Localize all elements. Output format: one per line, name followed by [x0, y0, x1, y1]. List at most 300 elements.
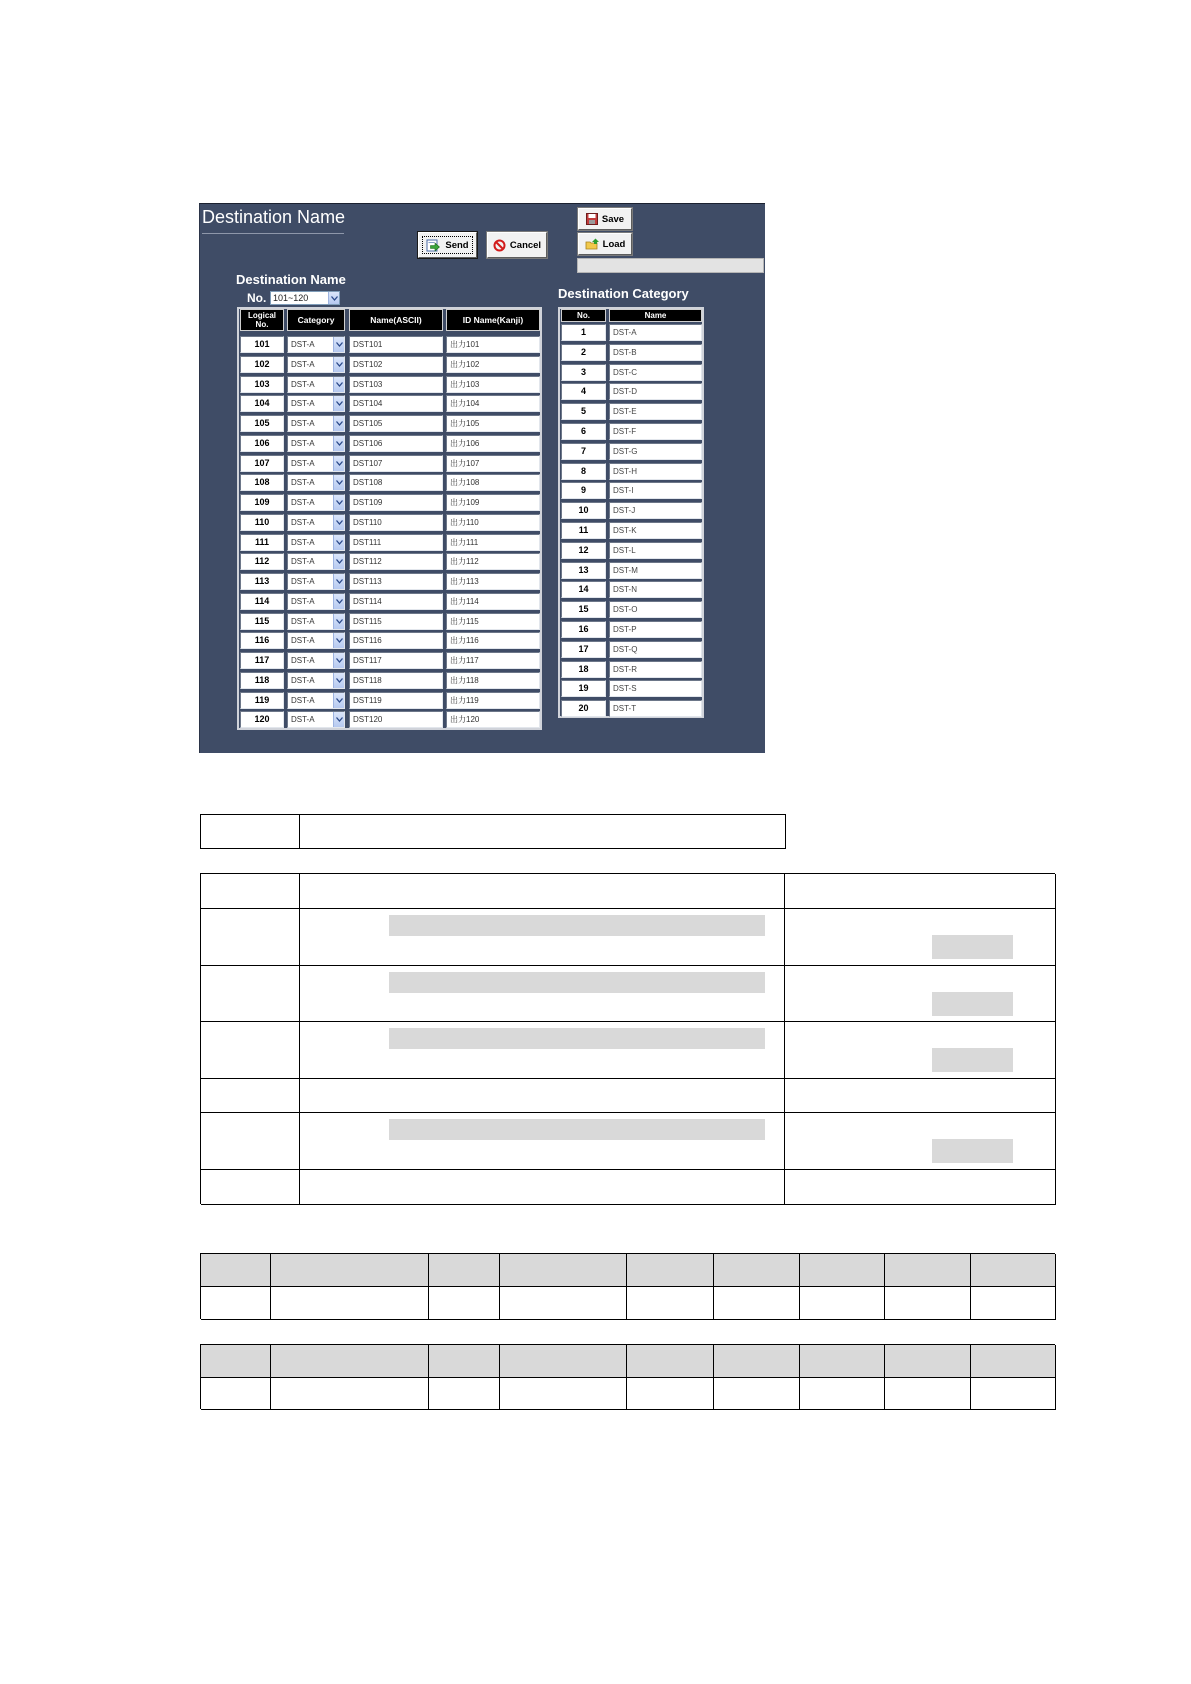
table-header-cell	[714, 1345, 800, 1378]
category-select[interactable]	[287, 652, 345, 669]
table-cell	[201, 874, 300, 909]
destination-row	[239, 534, 540, 551]
reference-table	[200, 814, 786, 849]
range-value: 101~120	[273, 293, 309, 303]
logical-no-cell: 102	[240, 356, 284, 373]
category-row	[560, 542, 702, 559]
table-header-cell	[885, 1345, 971, 1378]
table-cell	[300, 1022, 785, 1079]
category-row	[560, 641, 702, 658]
destination-row	[239, 395, 540, 412]
category-no-cell: 3	[561, 364, 606, 381]
chevron-down-icon[interactable]	[333, 495, 344, 510]
table-header-cell	[201, 1345, 271, 1378]
name-ascii-input[interactable]: DST119	[349, 692, 443, 709]
destination-row	[239, 613, 540, 630]
category-value: DST-A	[291, 537, 315, 547]
id-name-input[interactable]: 出力107	[446, 455, 540, 472]
table-cell	[500, 1287, 627, 1320]
name-ascii-input[interactable]: DST118	[349, 672, 443, 689]
destination-row	[239, 652, 540, 669]
category-name-input[interactable]: DST-N	[609, 581, 702, 598]
save-button[interactable]	[578, 208, 632, 230]
category-value: DST-A	[291, 616, 315, 626]
category-name-input[interactable]: DST-M	[609, 562, 702, 579]
destination-row	[239, 336, 540, 353]
category-name-input[interactable]: DST-G	[609, 443, 702, 460]
name-ascii-input[interactable]: DST108	[349, 474, 443, 491]
category-value: DST-A	[291, 656, 315, 665]
category-row	[560, 463, 702, 480]
send-button[interactable]	[418, 232, 477, 258]
category-value: DST-A	[291, 458, 315, 468]
category-value: DST-A	[291, 399, 315, 409]
table-cell	[201, 1079, 300, 1113]
logical-no-cell: 104	[240, 395, 284, 412]
category-name-input[interactable]: DST-I	[609, 482, 702, 499]
category-select[interactable]	[287, 613, 345, 630]
category-select[interactable]	[287, 593, 345, 610]
header-logical-no	[240, 309, 284, 331]
spec-table-1	[200, 1253, 1055, 1319]
save-disk-icon	[586, 213, 598, 225]
chevron-down-icon[interactable]	[333, 337, 344, 352]
id-name-input[interactable]: 出力101	[446, 336, 540, 353]
name-ascii-input[interactable]: DST114	[349, 593, 443, 610]
table-cell	[885, 1378, 971, 1410]
range-label: No.	[247, 291, 267, 305]
redacted-box	[932, 1048, 1013, 1072]
name-ascii-input[interactable]: DST105	[349, 415, 443, 432]
logical-no-cell: 115	[240, 613, 284, 630]
header-logical-no-line2: No.	[255, 320, 269, 329]
category-row	[560, 522, 702, 539]
table-cell	[201, 966, 300, 1022]
category-row	[560, 581, 702, 598]
chevron-down-icon[interactable]	[328, 292, 339, 304]
table-cell	[201, 1170, 300, 1205]
header-category: Category	[287, 309, 345, 331]
title-divider	[202, 233, 344, 234]
table-header-cell	[885, 1254, 971, 1287]
category-no-cell: 19	[561, 680, 606, 697]
chevron-down-icon[interactable]	[333, 475, 344, 490]
logical-no-cell: 107	[240, 455, 284, 472]
table-cell	[429, 1287, 500, 1320]
table-cell	[785, 1022, 1056, 1079]
category-row	[560, 621, 702, 638]
id-name-input[interactable]: 出力110	[446, 514, 540, 531]
name-ascii-input[interactable]: DST113	[349, 573, 443, 590]
logical-no-cell: 113	[240, 573, 284, 590]
logical-no-cell: 114	[240, 593, 284, 610]
category-select[interactable]	[287, 474, 345, 491]
id-name-input[interactable]: 出力108	[446, 474, 540, 491]
category-name-input[interactable]: DST-L	[609, 542, 702, 559]
destination-category-heading: Destination Category	[558, 286, 689, 301]
table-header-cell	[500, 1254, 627, 1287]
table-header-cell	[271, 1254, 429, 1287]
category-value: DST-A	[291, 557, 315, 567]
category-row	[560, 344, 702, 361]
logical-no-cell: 109	[240, 494, 284, 511]
category-row	[560, 443, 702, 460]
destination-row	[239, 474, 540, 491]
chevron-down-icon[interactable]	[333, 554, 344, 569]
category-no-cell: 2	[561, 344, 606, 361]
destination-row	[239, 672, 540, 689]
category-value: DST-A	[291, 675, 315, 685]
destination-name-window	[199, 203, 765, 753]
destination-row	[239, 356, 540, 373]
category-name-input[interactable]: DST-T	[609, 700, 702, 717]
name-ascii-input[interactable]: DST102	[349, 356, 443, 373]
chevron-down-icon[interactable]	[333, 396, 344, 411]
category-select[interactable]	[287, 494, 345, 511]
category-name-input[interactable]: DST-R	[609, 661, 702, 678]
category-no-cell: 20	[561, 700, 606, 717]
category-no-cell: 16	[561, 621, 606, 638]
table-cell	[300, 874, 785, 909]
table-cell	[300, 966, 785, 1022]
category-name-input[interactable]: DST-E	[609, 403, 702, 420]
category-no-cell: 1	[561, 324, 606, 341]
destination-row	[239, 376, 540, 393]
redacted-bar	[389, 972, 765, 993]
destination-category-table	[558, 307, 704, 718]
chevron-down-icon[interactable]	[333, 653, 344, 668]
category-value: DST-A	[291, 636, 315, 646]
destination-row	[239, 632, 540, 649]
id-name-input[interactable]: 出力118	[446, 672, 540, 689]
logical-no-cell: 120	[240, 711, 284, 728]
name-ascii-input[interactable]: DST104	[349, 395, 443, 412]
logical-no-cell: 108	[240, 474, 284, 491]
logical-no-cell: 101	[240, 336, 284, 353]
header-id-name-kanji: ID Name(Kanji)	[446, 309, 540, 331]
category-name-input[interactable]: DST-C	[609, 364, 702, 381]
id-name-input[interactable]: 出力120	[446, 711, 540, 728]
table-cell	[201, 1022, 300, 1079]
spec-table-2	[200, 1344, 1055, 1409]
destination-row	[239, 692, 540, 709]
id-name-input[interactable]: 出力115	[446, 613, 540, 630]
load-button[interactable]	[578, 233, 632, 255]
table-header-cell	[500, 1345, 627, 1378]
id-name-input[interactable]: 出力112	[446, 553, 540, 570]
logical-no-cell: 118	[240, 672, 284, 689]
category-no-cell: 12	[561, 542, 606, 559]
chevron-down-icon[interactable]	[333, 377, 344, 392]
table-cell	[300, 909, 785, 966]
category-value: DST-A	[291, 359, 315, 369]
table-header-cell	[429, 1254, 500, 1287]
category-select[interactable]	[287, 632, 345, 649]
category-no-cell: 15	[561, 601, 606, 618]
table-cell	[300, 1170, 785, 1205]
id-name-input[interactable]: 出力106	[446, 435, 540, 452]
name-ascii-input[interactable]: DST110	[349, 514, 443, 531]
table-header-cell	[800, 1254, 885, 1287]
category-row	[560, 423, 702, 440]
category-value: DST-A	[291, 438, 315, 448]
name-ascii-input[interactable]: DST117	[349, 652, 443, 669]
category-name-input[interactable]: DST-K	[609, 522, 702, 539]
category-select[interactable]	[287, 711, 345, 728]
category-name-input[interactable]: DST-H	[609, 463, 702, 480]
save-label: Save	[601, 213, 625, 225]
logical-no-cell: 116	[240, 632, 284, 649]
logical-no-cell: 105	[240, 415, 284, 432]
table-cell	[785, 909, 1056, 966]
table-cell	[971, 1287, 1056, 1320]
destination-row	[239, 415, 540, 432]
table-cell	[627, 1287, 714, 1320]
category-value: DST-A	[291, 715, 315, 725]
table-header-cell	[627, 1345, 714, 1378]
chevron-down-icon[interactable]	[333, 633, 344, 648]
header-logical-no-line1: Logical	[247, 311, 276, 320]
chevron-down-icon[interactable]	[333, 456, 344, 471]
id-name-input[interactable]: 出力109	[446, 494, 540, 511]
destination-row	[239, 553, 540, 570]
category-select[interactable]	[287, 692, 345, 709]
name-ascii-input[interactable]: DST109	[349, 494, 443, 511]
category-value: DST-A	[291, 478, 315, 488]
table-cell	[971, 1378, 1056, 1410]
category-row	[560, 324, 702, 341]
category-row	[560, 700, 702, 717]
category-no-cell: 17	[561, 641, 606, 658]
category-value: DST-A	[291, 419, 315, 428]
logical-no-cell: 110	[240, 514, 284, 531]
category-no-cell: 7	[561, 443, 606, 460]
table-cell	[785, 966, 1056, 1022]
category-row	[560, 364, 702, 381]
cancel-label: Cancel	[509, 239, 542, 251]
table-cell	[714, 1378, 800, 1410]
category-no-cell: 13	[561, 562, 606, 579]
load-folder-icon	[585, 238, 599, 250]
category-value: DST-A	[291, 596, 315, 606]
send-label: Send	[445, 239, 469, 251]
destination-row	[239, 455, 540, 472]
chevron-down-icon[interactable]	[333, 594, 344, 609]
category-value: DST-A	[291, 379, 315, 389]
table-cell	[300, 1079, 785, 1113]
table-cell	[271, 1287, 429, 1320]
category-no-cell: 6	[561, 423, 606, 440]
id-name-input[interactable]: 出力104	[446, 395, 540, 412]
destination-name-heading: Destination Name	[236, 272, 346, 287]
name-ascii-input[interactable]: DST107	[349, 455, 443, 472]
logical-no-cell: 106	[240, 435, 284, 452]
category-name-input[interactable]: DST-P	[609, 621, 702, 638]
category-select[interactable]	[287, 514, 345, 531]
table-header-cell	[627, 1254, 714, 1287]
table-cell	[885, 1287, 971, 1320]
chevron-down-icon[interactable]	[333, 515, 344, 530]
table-cell	[201, 1113, 300, 1170]
category-name-input[interactable]: DST-Q	[609, 641, 702, 658]
redacted-bar	[389, 915, 765, 936]
category-name-input[interactable]: DST-D	[609, 383, 702, 400]
category-no-cell: 9	[561, 482, 606, 499]
category-select[interactable]	[287, 336, 345, 353]
name-ascii-input[interactable]: DST116	[349, 632, 443, 649]
table-divider	[299, 815, 300, 848]
name-ascii-input[interactable]: DST101	[349, 336, 443, 353]
category-no-cell: 11	[561, 522, 606, 539]
category-row	[560, 403, 702, 420]
logical-no-cell: 119	[240, 692, 284, 709]
destination-row	[239, 573, 540, 590]
category-name-input[interactable]: DST-S	[609, 680, 702, 697]
id-name-input[interactable]: 出力105	[446, 415, 540, 432]
category-row	[560, 383, 702, 400]
table-header-cell	[429, 1345, 500, 1378]
category-value: DST-A	[291, 695, 315, 705]
destination-row	[239, 494, 540, 511]
range-select[interactable]	[270, 291, 340, 305]
category-no-cell: 5	[561, 403, 606, 420]
name-ascii-input[interactable]: DST103	[349, 376, 443, 393]
category-no-cell: 10	[561, 502, 606, 519]
send-document-icon	[426, 239, 441, 252]
id-name-input[interactable]: 出力102	[446, 356, 540, 373]
cancel-prohibit-icon	[493, 239, 506, 252]
chevron-down-icon[interactable]	[333, 436, 344, 451]
table-cell	[201, 1287, 271, 1320]
header-category-name: Name	[609, 309, 702, 322]
redacted-bar	[389, 1119, 765, 1140]
chevron-down-icon[interactable]	[333, 535, 344, 550]
table-cell	[271, 1378, 429, 1410]
category-row	[560, 482, 702, 499]
name-ascii-input[interactable]: DST111	[349, 534, 443, 551]
category-row	[560, 680, 702, 697]
category-select[interactable]	[287, 356, 345, 373]
name-ascii-input[interactable]: DST120	[349, 711, 443, 728]
table-header-cell	[800, 1345, 885, 1378]
table-cell	[429, 1378, 500, 1410]
window-title: Destination Name	[202, 207, 346, 227]
category-select[interactable]	[287, 435, 345, 452]
category-no-cell: 14	[561, 581, 606, 598]
table-cell	[800, 1378, 885, 1410]
table-cell	[201, 909, 300, 966]
id-name-input[interactable]: 出力111	[446, 534, 540, 551]
load-label: Load	[602, 238, 626, 250]
category-value: DST-A	[291, 340, 315, 349]
table-header-cell	[201, 1254, 271, 1287]
destination-row	[239, 514, 540, 531]
chevron-down-icon[interactable]	[333, 416, 344, 431]
redacted-box	[932, 935, 1013, 959]
category-select[interactable]	[287, 573, 345, 590]
chevron-down-icon[interactable]	[333, 673, 344, 688]
name-ascii-input[interactable]: DST112	[349, 553, 443, 570]
id-name-input[interactable]: 出力103	[446, 376, 540, 393]
name-ascii-input[interactable]: DST106	[349, 435, 443, 452]
destination-row	[239, 711, 540, 728]
redacted-box	[932, 992, 1013, 1016]
redacted-bar	[389, 1028, 765, 1049]
category-select[interactable]	[287, 534, 345, 551]
category-select[interactable]	[287, 395, 345, 412]
destination-row	[239, 593, 540, 610]
id-name-input[interactable]: 出力117	[446, 652, 540, 669]
category-select[interactable]	[287, 415, 345, 432]
table-cell	[800, 1287, 885, 1320]
chevron-down-icon[interactable]	[333, 712, 344, 727]
id-name-input[interactable]: 出力116	[446, 632, 540, 649]
table-cell	[500, 1378, 627, 1410]
id-name-input[interactable]: 出力113	[446, 573, 540, 590]
category-name-input[interactable]: DST-B	[609, 344, 702, 361]
category-no-cell: 18	[561, 661, 606, 678]
table-header-cell	[971, 1345, 1056, 1378]
logical-no-cell: 103	[240, 376, 284, 393]
header-category-no: No.	[561, 309, 606, 322]
id-name-input[interactable]: 出力119	[446, 692, 540, 709]
table-cell	[785, 1079, 1056, 1113]
table-cell	[785, 1170, 1056, 1205]
header-name-ascii: Name(ASCII)	[349, 309, 443, 331]
category-row	[560, 562, 702, 579]
table-header-cell	[271, 1345, 429, 1378]
category-name-input[interactable]: DST-A	[609, 324, 702, 341]
category-name-input[interactable]: DST-J	[609, 502, 702, 519]
logical-no-cell: 112	[240, 553, 284, 570]
logical-no-cell: 111	[240, 534, 284, 551]
category-no-cell: 8	[561, 463, 606, 480]
table-header-cell	[971, 1254, 1056, 1287]
chevron-down-icon[interactable]	[333, 357, 344, 372]
destination-name-table	[237, 307, 542, 730]
category-select[interactable]	[287, 376, 345, 393]
category-select[interactable]	[287, 455, 345, 472]
redacted-box	[932, 1139, 1013, 1163]
table-cell	[785, 1113, 1056, 1170]
table-cell	[300, 1113, 785, 1170]
logical-no-cell: 117	[240, 652, 284, 669]
category-value: DST-A	[291, 498, 315, 507]
category-name-input[interactable]: DST-F	[609, 423, 702, 440]
table-cell	[785, 874, 1056, 909]
id-name-input[interactable]: 出力114	[446, 593, 540, 610]
table-cell	[714, 1287, 800, 1320]
chevron-down-icon[interactable]	[333, 693, 344, 708]
category-row	[560, 661, 702, 678]
chevron-down-icon[interactable]	[333, 614, 344, 629]
category-row	[560, 502, 702, 519]
chevron-down-icon[interactable]	[333, 574, 344, 589]
category-select[interactable]	[287, 553, 345, 570]
cancel-button[interactable]	[487, 232, 547, 258]
destination-row	[239, 435, 540, 452]
table-cell	[627, 1378, 714, 1410]
category-row	[560, 601, 702, 618]
category-select[interactable]	[287, 672, 345, 689]
category-value: DST-A	[291, 577, 315, 586]
name-ascii-input[interactable]: DST115	[349, 613, 443, 630]
category-name-input[interactable]: DST-O	[609, 601, 702, 618]
description-table	[200, 873, 1055, 1204]
table-header-cell	[714, 1254, 800, 1287]
category-no-cell: 4	[561, 383, 606, 400]
category-value: DST-A	[291, 517, 315, 527]
